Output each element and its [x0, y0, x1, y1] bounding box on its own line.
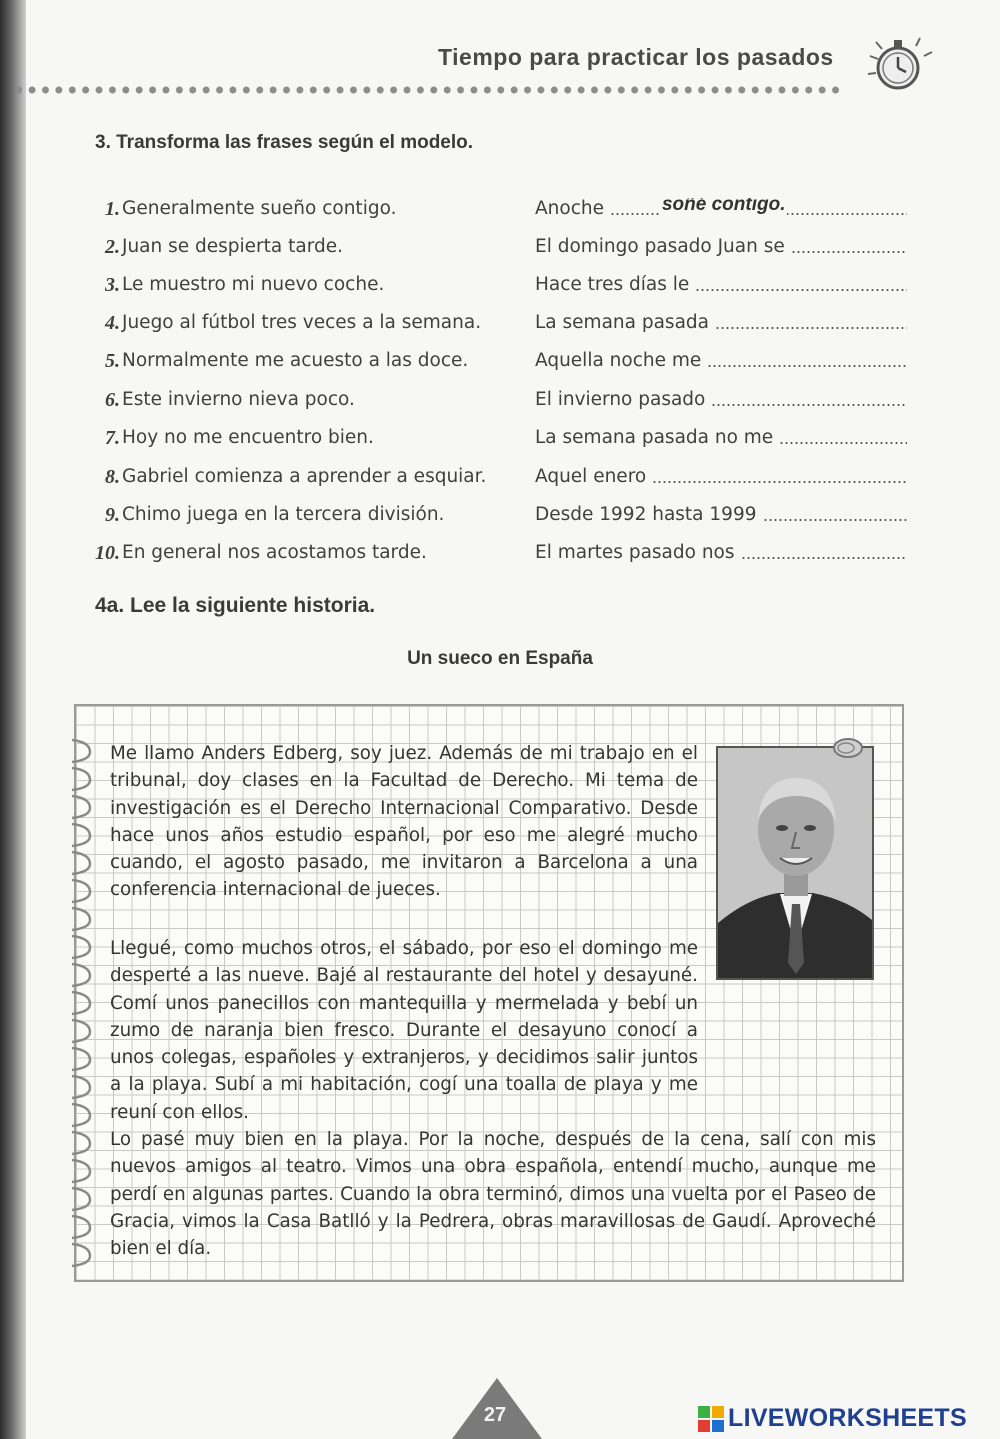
answer-blank[interactable]: [652, 466, 907, 484]
exercise-row: [80, 504, 910, 534]
answer-blank[interactable]: [715, 312, 907, 330]
stopwatch-icon: [856, 26, 940, 98]
book-binding-shadow: [0, 0, 26, 1439]
page-number: 27: [483, 1404, 507, 1426]
exercise-row: [80, 350, 910, 380]
row-number: 6.: [105, 389, 120, 411]
row-number: 8.: [105, 466, 120, 488]
answer-blank[interactable]: [711, 389, 907, 407]
page-header-title: Tiempo para practicar los pasados: [438, 44, 834, 70]
row-number: 2.: [105, 236, 120, 258]
story-paragraph-3: Lo pasé muy bien en la playa. Por la noche, después de la cena, salí con mis nuevos amigos al teatro. Vimos una obra española, entendí mucho, aunque me perdí en algunas partes. Cuando la obra terminó, dimos una vuelta por el Paseo de Gracia, vimos la Casa Batlló y la Pedrera, obras maravillosas de Gaudí. Aproveché bien el día.: [110, 1129, 876, 1260]
row-number: 9.: [105, 504, 120, 526]
answer-blank[interactable]: [741, 542, 907, 560]
row-number: 1.: [105, 198, 120, 220]
source-sentence: Este invierno nieva poco.: [122, 389, 355, 410]
answer-blank[interactable]: [763, 504, 908, 522]
target-prompt: La semana pasada no me: [535, 427, 774, 448]
row-number: 5.: [105, 350, 120, 372]
target-prompt: Aquella noche me: [535, 350, 702, 371]
source-sentence: Hoy no me encuentro bien.: [122, 427, 374, 448]
source-sentence: Normalmente me acuesto a las doce.: [122, 350, 469, 371]
story-paragraph-1: Me llamo Anders Edberg, soy juez. Además de mi trabajo en el tribunal, doy clases en la Facultad de Derecho. Mi tema de investigación es el Derecho Internacional Comparativo. Desde hace unos años estudio español, por eso me alegré mucho cuando, el agosto pasado, me invitaron a Barcelona a una conferencia internacional de jueces.: [110, 743, 698, 901]
exercise-row: [80, 274, 910, 304]
source-sentence: Juego al fútbol tres veces a la semana.: [122, 312, 482, 333]
source-sentence: Chimo juega en la tercera división.: [122, 504, 445, 525]
paper-clip-icon: [828, 734, 868, 762]
brand-name: LIVEWORKSHEETS: [728, 1404, 967, 1432]
target-prompt: Aquel enero: [535, 466, 647, 487]
target-prompt: Desde 1992 hasta 1999: [535, 504, 757, 525]
exercise-row: [80, 236, 910, 266]
notebook-spiral: [62, 730, 96, 1270]
source-sentence: Gabriel comienza a aprender a esquiar.: [122, 466, 487, 487]
exercise-row: [80, 542, 910, 572]
target-prompt: El martes pasado nos: [535, 542, 735, 563]
exercise-row: [80, 198, 910, 228]
story-paragraph-2: [110, 935, 876, 1126]
answer-blank[interactable]: [695, 274, 907, 292]
brand-logo-icon: [698, 1406, 724, 1432]
brand-watermark: [698, 1404, 967, 1433]
answer-blank[interactable]: [779, 427, 907, 445]
answer-blank[interactable]: [791, 236, 907, 254]
row-number: 10.: [95, 542, 120, 564]
source-sentence: En general nos acostamos tarde.: [122, 542, 427, 563]
exercise-row: [80, 389, 910, 419]
target-prompt: El invierno pasado: [535, 389, 706, 410]
exercise-row: [80, 466, 910, 496]
story-title: Un sueco en España: [407, 648, 593, 669]
row-number: 3.: [105, 274, 120, 296]
source-sentence: Le muestro mi nuevo coche.: [122, 274, 385, 295]
answer-blank[interactable]: [610, 198, 907, 216]
answer-text: soñé contigo.: [660, 198, 788, 216]
exercise-row: [80, 427, 910, 457]
target-prompt: Hace tres días le: [535, 274, 690, 295]
answer-blank[interactable]: [707, 350, 907, 368]
row-number: 4.: [105, 312, 120, 334]
exercise-3-title: 3. Transforma las frases según el modelo.: [95, 132, 474, 153]
exercise-4a-title: 4a. Lee la siguiente historia.: [95, 594, 376, 617]
source-sentence: Juan se despierta tarde.: [122, 236, 344, 257]
paragraph-2-wrap: Llegué, como muchos otros, el sábado, por eso el domingo me desperté a las nueve. Bajé al restaurante del hotel y desayuné. Comí unos panecillos con mantequilla y mermelada y bebí un zumo de naranja bien fresco. Durante el desayuno conocí a unos colegas, españoles y extranjeros, y decidimos salir juntos a la playa. Subí a mi habitación, cogí una toalla de playa y me reuní con ellos.: [110, 938, 698, 1123]
target-prompt: La semana pasada: [535, 312, 709, 333]
header-dotted-rule: [12, 86, 842, 94]
target-prompt: El domingo pasado Juan se: [535, 236, 785, 257]
exercise-row: [80, 312, 910, 342]
target-prompt: Anoche: [535, 198, 604, 219]
source-sentence: Generalmente sueño contigo.: [122, 198, 397, 219]
row-number: 7.: [105, 427, 120, 449]
